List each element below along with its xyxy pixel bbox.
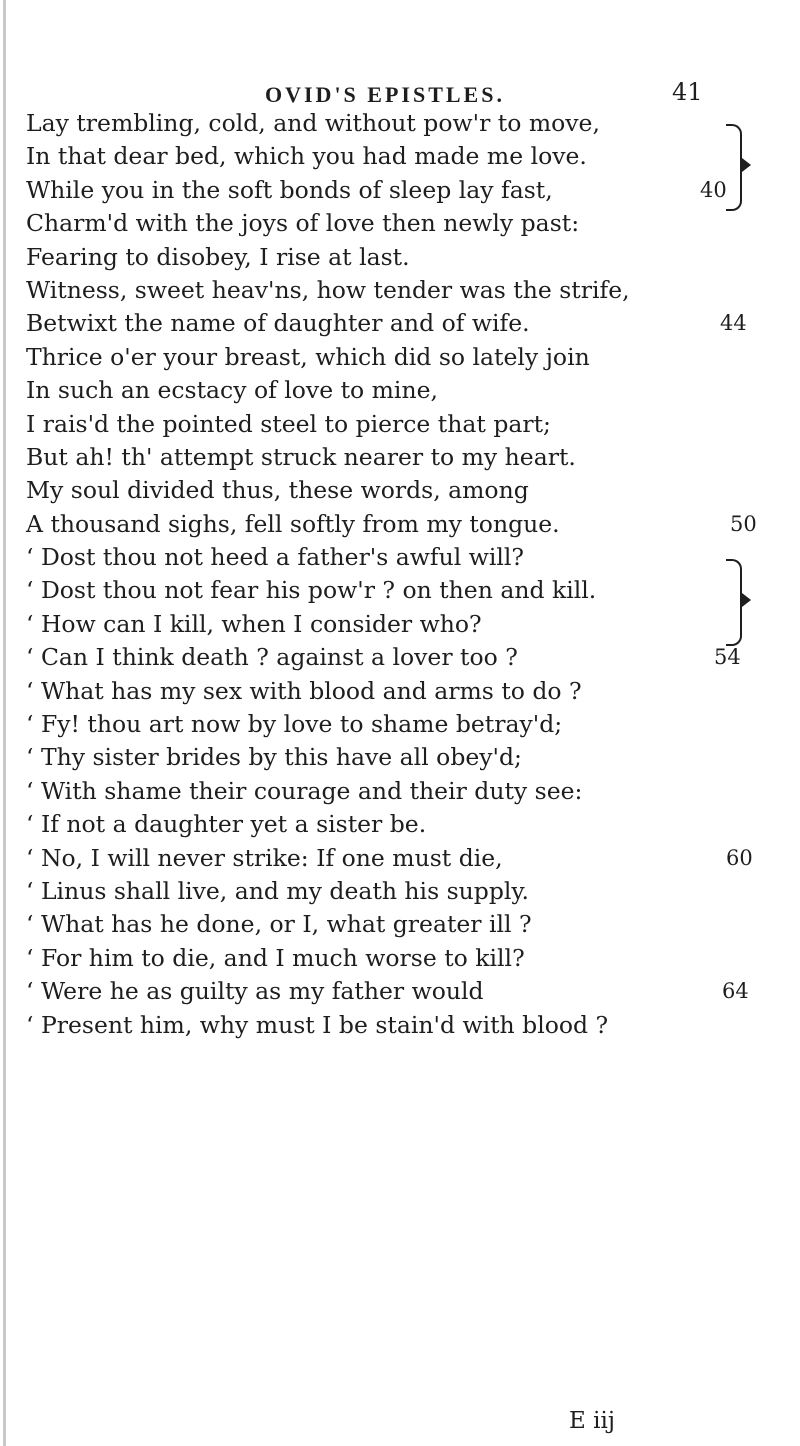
verse-line <box>26 174 786 207</box>
verse-text: Charm'd with the joys of love then newly past: <box>26 209 580 238</box>
verse-line <box>26 107 786 140</box>
verse-text: ‘ Dost thou not heed a father's awful will? <box>26 543 524 572</box>
verse-text: ‘ Thy sister brides by this have all obey'd; <box>26 743 522 772</box>
verse-text: Thrice o'er your breast, which did so lately join <box>26 342 590 371</box>
line-number: 40 <box>700 177 727 202</box>
verse-line <box>26 842 786 875</box>
verse-text: A thousand sighs, fell softly from my tongue. <box>26 509 560 538</box>
verse-text: ‘ What has my sex with blood and arms to do ? <box>26 676 582 705</box>
verse-text: ‘ Can I think death ? against a lover too ? <box>26 643 518 672</box>
verse-line <box>26 908 786 941</box>
verse-line <box>26 875 786 908</box>
verse-text: ‘ Were he as guilty as my father would <box>26 977 484 1006</box>
verse-text: Witness, sweet heav'ns, how tender was the strife, <box>26 275 630 304</box>
verse-text: Fearing to disobey, I rise at last. <box>26 242 410 271</box>
verse-text: ‘ No, I will never strike: If one must die, <box>26 843 503 872</box>
verse-text: ‘ Present him, why must I be stain'd with blood ? <box>26 1010 609 1039</box>
line-number: 44 <box>720 311 747 336</box>
verse-line <box>26 307 786 340</box>
verse-line <box>26 641 786 674</box>
line-number: 50 <box>730 511 757 536</box>
verse-line <box>26 608 786 641</box>
running-title: OVID'S EPISTLES. <box>265 82 505 107</box>
line-number: 54 <box>714 645 741 670</box>
verse-line <box>26 975 786 1008</box>
verse-text: ‘ If not a daughter yet a sister be. <box>26 810 427 839</box>
verse-line <box>26 140 786 173</box>
triplet-brace-1-point <box>742 158 751 172</box>
verse-line <box>26 574 786 607</box>
verse-text: ‘ Linus shall live, and my death his supply. <box>26 876 530 905</box>
triplet-brace-1 <box>726 124 742 211</box>
verse-text: In that dear bed, which you had made me love. <box>26 142 587 171</box>
verse-text: Lay trembling, cold, and without pow'r to move, <box>26 109 600 137</box>
verse-line <box>26 541 786 574</box>
verse-line <box>26 341 786 374</box>
verse-text: In such an ecstacy of love to mine, <box>26 376 438 405</box>
verse-line <box>26 508 786 541</box>
verse-text: ‘ What has he done, or I, what greater ill ? <box>26 910 532 939</box>
verse-text: ‘ Fy! thou art now by love to shame betray'd; <box>26 710 563 739</box>
verse-line <box>26 775 786 808</box>
verse-line <box>26 441 786 474</box>
verse-line <box>26 741 786 774</box>
verse-line <box>26 274 786 307</box>
verse-text: My soul divided thus, these words, among <box>26 476 529 505</box>
line-number: 60 <box>726 845 753 870</box>
triplet-brace-2 <box>726 559 742 646</box>
verse-text: ‘ Dost thou not fear his pow'r ? on then and kill. <box>26 576 597 605</box>
verse-line <box>26 675 786 708</box>
verse-text: ‘ For him to die, and I much worse to kill? <box>26 943 525 972</box>
verse-text: Betwixt the name of daughter and of wife. <box>26 309 530 338</box>
verse-text: While you in the soft bonds of sleep lay fast, <box>26 175 553 204</box>
verse-line <box>26 808 786 841</box>
verse-text: I rais'd the pointed steel to pierce that part; <box>26 409 551 438</box>
verse-line <box>26 374 786 407</box>
verse-text: But ah! th' attempt struck nearer to my heart. <box>26 442 576 471</box>
verse-text: ‘ How can I kill, when I consider who? <box>26 609 482 638</box>
verse-line <box>26 408 786 441</box>
verse-line <box>26 241 786 274</box>
page-edge-rule <box>3 0 6 1446</box>
triplet-brace-2-point <box>742 593 751 607</box>
verse-line <box>26 942 786 975</box>
page-number: 41 <box>672 78 703 106</box>
verse-line <box>26 207 786 240</box>
verse-line <box>26 474 786 507</box>
signature-mark: E iij <box>569 1408 615 1434</box>
line-number: 64 <box>722 979 749 1004</box>
verse-line <box>26 1009 786 1042</box>
verse-line <box>26 708 786 741</box>
verse-block <box>26 107 786 1042</box>
verse-text: ‘ With shame their courage and their duty see: <box>26 776 583 805</box>
